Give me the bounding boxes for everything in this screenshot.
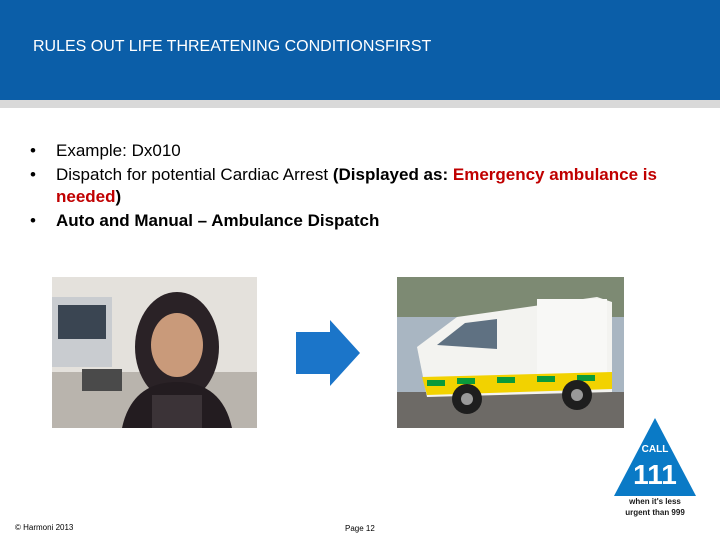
bullet-text: Dispatch for potential Cardiac Arrest	[56, 165, 333, 184]
bullet-marker: •	[30, 141, 36, 160]
header-divider	[0, 100, 720, 108]
slide-header	[0, 0, 720, 100]
bullet-red-text: Emergency ambulance is needed	[56, 165, 657, 206]
call-handler-photo	[52, 277, 257, 428]
bullet-list	[30, 140, 670, 234]
logo-tagline-2: urgent than 999	[625, 508, 685, 517]
logo-number: 111	[633, 459, 677, 490]
bullet-item	[30, 210, 670, 232]
slide-title: RULES OUT LIFE THREATENING CONDITIONSFIRST	[33, 38, 432, 55]
arrow-right-icon	[296, 320, 360, 386]
ambulance-photo	[397, 277, 624, 428]
bullet-text: Auto and Manual – Ambulance Dispatch	[56, 211, 380, 230]
bullet-text: Example: Dx010	[56, 141, 181, 160]
bullet-bold-close: )	[115, 187, 122, 206]
logo-tagline-1: when it's less	[629, 497, 681, 506]
bullet-item	[30, 140, 670, 162]
logo-call-text: CALL	[641, 444, 669, 455]
nhs-111-logo	[612, 416, 698, 520]
bullet-marker: •	[30, 211, 36, 230]
bullet-bold-open: (Displayed as:	[332, 165, 453, 184]
footer-copyright: © Harmoni 2013	[15, 523, 74, 532]
bullet-marker: •	[30, 165, 36, 184]
bullet-item	[30, 164, 670, 208]
page-number: Page 12	[345, 524, 375, 533]
